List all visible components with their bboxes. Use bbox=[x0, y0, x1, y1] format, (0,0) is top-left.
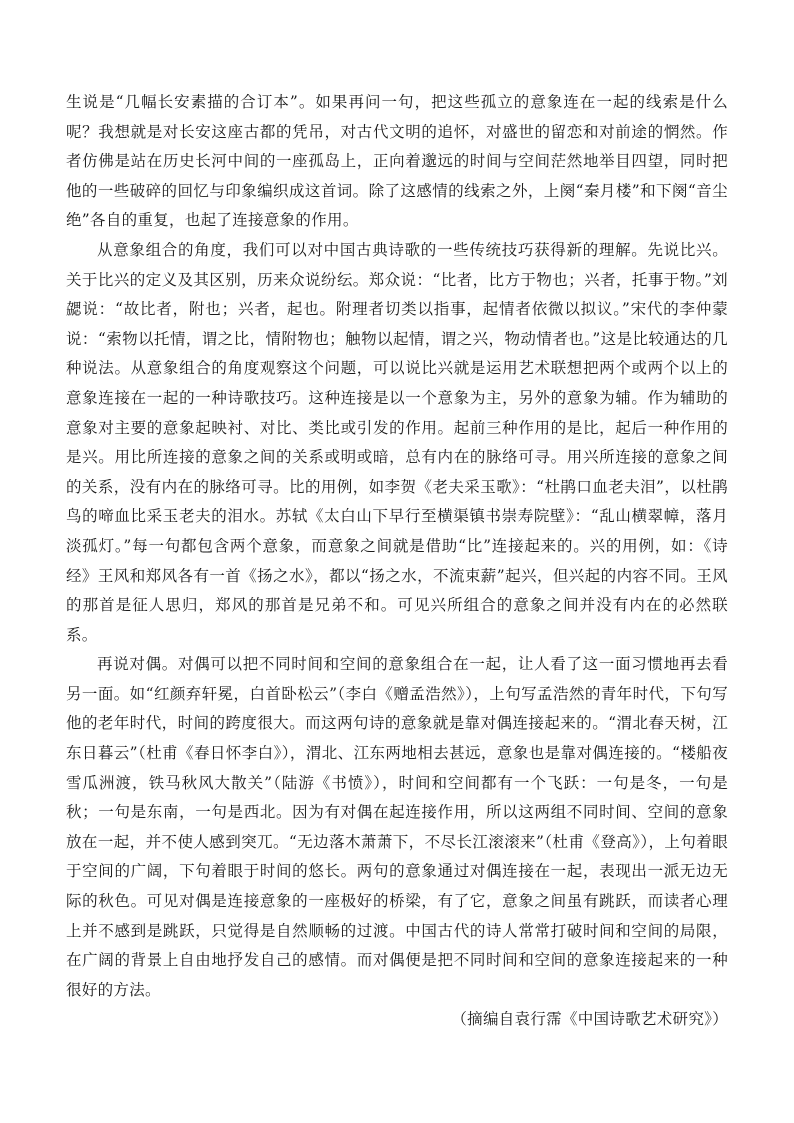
paragraph-bixing: 从意象组合的角度，我们可以对中国古典诗歌的一些传统技巧获得新的理解。先说比兴。关于比兴的定义及其区别，历来众说纷纭。郑众说：“比者，比方于物也；兴者，托事于物。”刘勰说：“故比者，附也；兴者，起也。附理者切类以指事，起情者依微以拟议。”宋代的李仲蒙说：“索物以托情，谓之比，情附物也；触物以起情，谓之兴，物动情者也。”这是比较通达的几种说法。从意象组合的角度观察这个问题，可以说比兴就是运用艺术联想把两个或两个以上的意象连接在一起的一种诗歌技巧。这种连接是以一个意象为主，另外的意象为辅。作为辅助的意象对主要的意象起映衬、对比、类比或引发的作用。起前三种作用的是比，起后一种作用的是兴。用比所连接的意象之间的关系或明或暗，总有内在的脉络可寻。用兴所连接的意象之间的关系，没有内在的脉络可寻。比的用例，如李贺《老夫采玉歌》：“杜鹃口血老夫泪”，以杜鹃鸟的啼血比采玉老夫的泪水。苏轼《太白山下早行至横渠镇书崇寿院壁》：“乱山横翠幛，落月淡孤灯。”每一句都包含两个意象，而意象之间就是借助“比”连接起来的。兴的用例，如：《诗经》王风和郑风各有一首《扬之水》，都以“扬之水，不流束薪”起兴，但兴起的内容不同。王风的那首是征人思归，郑风的那首是兄弟不和。可见兴所组合的意象之间并没有内在的必然联系。 bbox=[66, 240, 728, 644]
paragraph-duiou: 再说对偶。对偶可以把不同时间和空间的意象组合在一起，让人看了这一面习惯地再去看另一面。如“红颜弃轩冕，白首卧松云”（李白《赠孟浩然》），上句写孟浩然的青年时代，下句写他的老年时代，时间的跨度很大。而这两句诗的意象就是靠对偶连接起来的。“渭北春天树，江东日暮云”（杜甫《春日怀李白》），渭北、江东两地相去甚远，意象也是靠对偶连接的。“楼船夜雪瓜洲渡，铁马秋风大散关”（陆游《书愤》），时间和空间都有一个飞跃：一句是冬，一句是秋；一句是东南，一句是西北。因为有对偶在起连接作用，所以这两组不同时间、空间的意象放在一起，并不使人感到突兀。“无边落木萧萧下，不尽长江滚滚来”（杜甫《登高》），上句着眼于空间的广阔，下句着眼于时间的悠长。两句的意象通过对偶连接在一起，表现出一派无边无际的秋色。可见对偶是连接意象的一座极好的桥梁，有了它，意象之间虽有跳跃，而读者心理上并不感到是跳跃，只觉得是自然顺畅的过渡。中国古代的诗人常常打破时间和空间的局限，在广阔的背景上自由地抒发自己的感情。而对偶便是把不同时间和空间的意象连接起来的一种很好的方法。 bbox=[66, 655, 728, 999]
paragraph-continuation: 生说是“几幅长安素描的合订本”。如果再问一句，把这些孤立的意象连在一起的线索是什么呢？我想就是对长安这座古都的凭吊，对古代文明的追怀，对盛世的留恋和对前途的惘然。作者仿佛是站在历史长河中间的一座孤岛上，正向着邈远的时间与空间茫然地举目四望，同时把他的一些破碎的回忆与印象编织成这首词。除了这感情的线索之外，上阕“秦月楼”和下阕“音尘绝”各自的重复，也起了连接意象的作用。 bbox=[66, 93, 728, 230]
document-page bbox=[66, 88, 728, 1035]
source-citation: （摘编自袁行霈《中国诗歌艺术研究》） bbox=[451, 1010, 728, 1029]
